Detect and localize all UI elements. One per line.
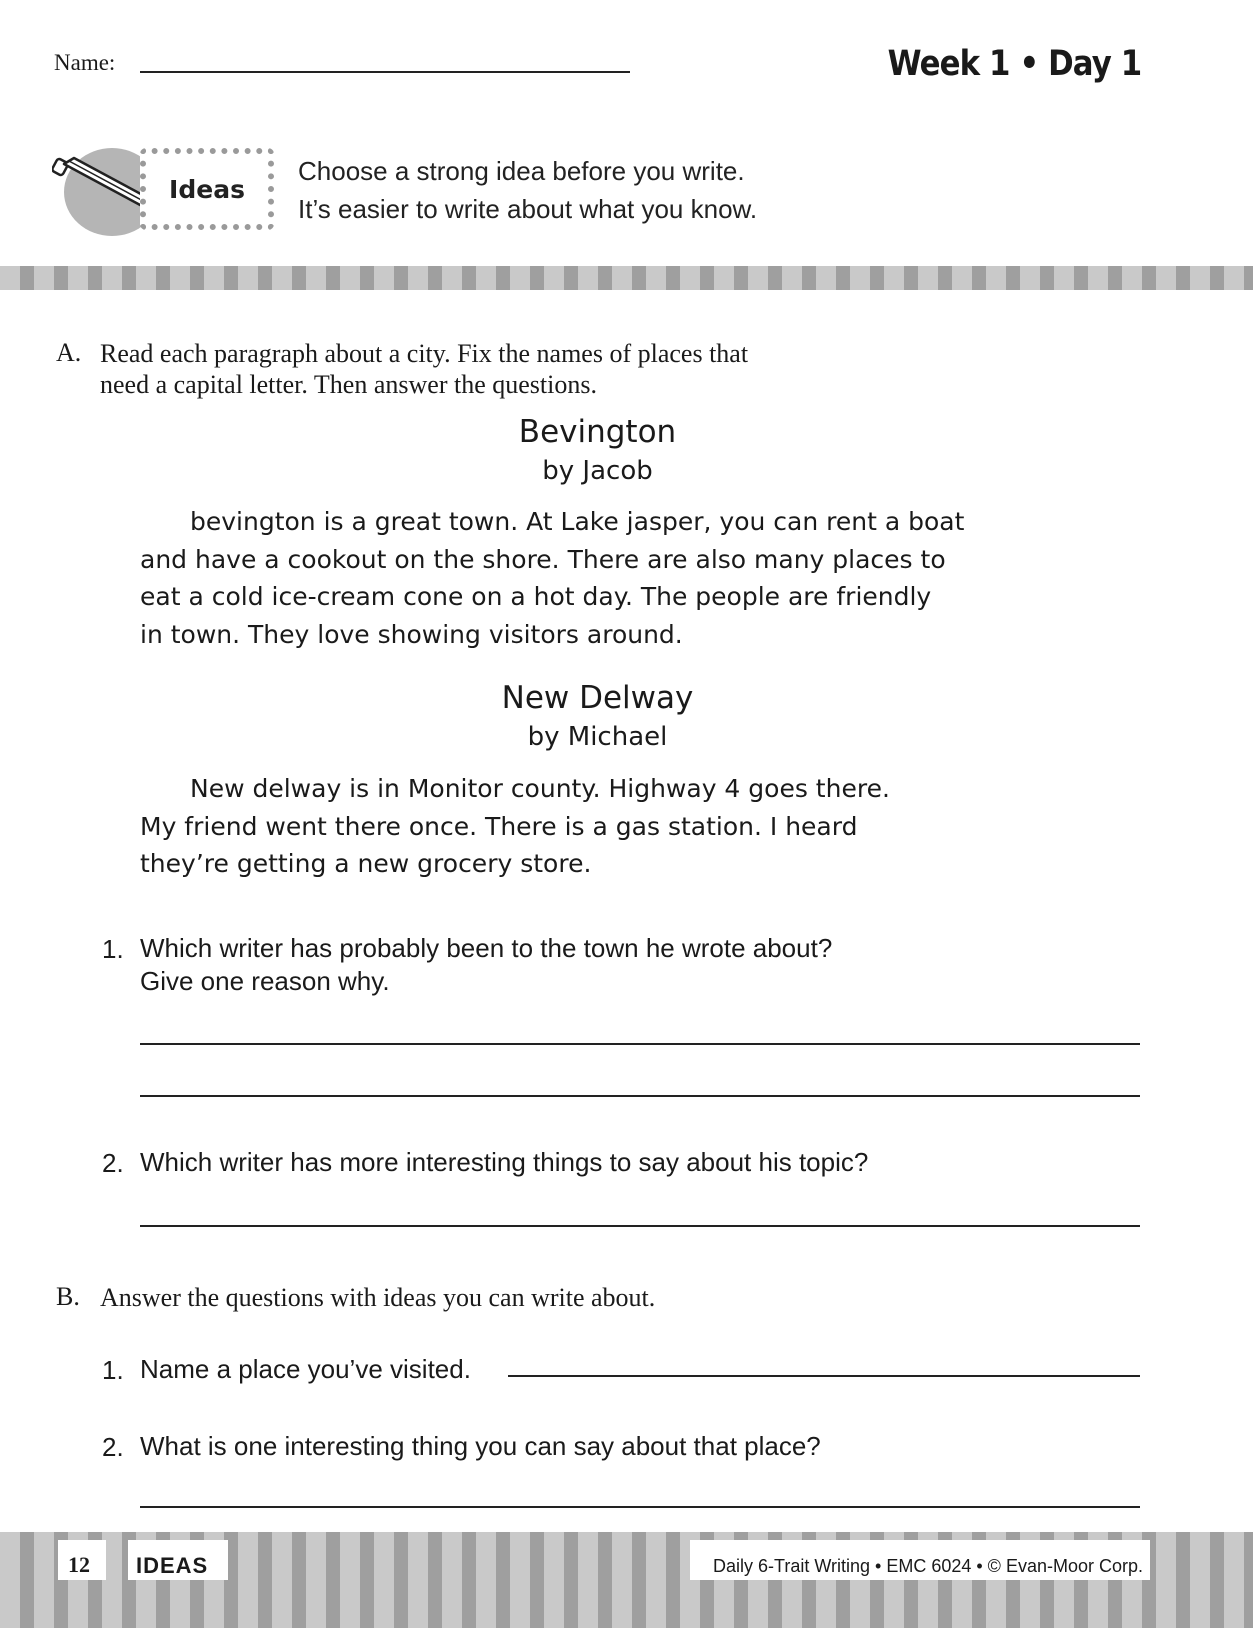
story-line: and have a cookout on the shore. There are also many places to (140, 544, 946, 574)
story-line: bevington is a great town. At Lake jasper, you can rent a boat (190, 507, 965, 536)
name-label: Name: (54, 50, 116, 75)
question-line: Which writer has probably been to the town he wrote about? (140, 933, 833, 963)
section-a-instructions (100, 338, 748, 400)
intro-line: It’s easier to write about what you know. (298, 194, 758, 224)
question-number: 2. (102, 1148, 124, 1178)
section-b-label: B. (56, 1282, 80, 1311)
story-byline: by Jacob (542, 456, 653, 486)
story-line: in town. They love showing visitors around. (140, 619, 683, 649)
name-blank[interactable] (140, 71, 630, 73)
section-b-instructions: Answer the questions with ideas you can write about. (100, 1283, 656, 1312)
story-title: New Delway (501, 680, 694, 716)
intro-text (298, 152, 757, 228)
footer-credit: Daily 6-Trait Writing • EMC 6024 • © Evan-Moor Corp. (713, 1556, 1143, 1576)
footer-section-name: IDEAS (136, 1553, 209, 1578)
story-line: New delway is in Monitor county. Highway 4 goes there. (190, 774, 890, 803)
answer-line[interactable] (140, 1043, 1140, 1045)
section-a-label: A. (56, 338, 82, 367)
answer-line[interactable] (508, 1375, 1140, 1377)
answer-line[interactable] (140, 1506, 1140, 1508)
question-number: 2. (102, 1432, 124, 1462)
question-text (140, 932, 832, 998)
question-line: Give one reason why. (140, 966, 390, 996)
story-byline: by Michael (527, 722, 668, 752)
question-text: What is one interesting thing you can say about that place? (140, 1431, 821, 1461)
badge-label-box (140, 148, 274, 230)
badge-label: Ideas (169, 174, 245, 204)
story-line: eat a cold ice-cream cone on a hot day. The people are friendly (140, 582, 932, 611)
story-title: Bevington (518, 414, 677, 450)
story-paragraph (140, 770, 1040, 883)
story-line: they’re getting a new grocery store. (140, 849, 592, 878)
question-number: 1. (102, 934, 124, 964)
instruction-line: need a capital letter. Then answer the questions. (100, 370, 597, 399)
question-number: 1. (102, 1355, 124, 1385)
header-stripe-divider (0, 266, 1253, 290)
week-day-heading: Week 1 • Day 1 (887, 44, 1141, 84)
story-paragraph (140, 503, 1040, 653)
question-text: Name a place you’ve visited. (140, 1354, 471, 1384)
page-number: 12 (68, 1552, 90, 1577)
answer-line[interactable] (140, 1095, 1140, 1097)
question-text: Which writer has more interesting things to say about his topic? (140, 1147, 869, 1177)
answer-line[interactable] (140, 1225, 1140, 1227)
instruction-line: Read each paragraph about a city. Fix the names of places that (100, 339, 749, 368)
story-line: My friend went there once. There is a gas station. I heard (140, 811, 858, 841)
intro-line: Choose a strong idea before you write. (298, 156, 745, 186)
